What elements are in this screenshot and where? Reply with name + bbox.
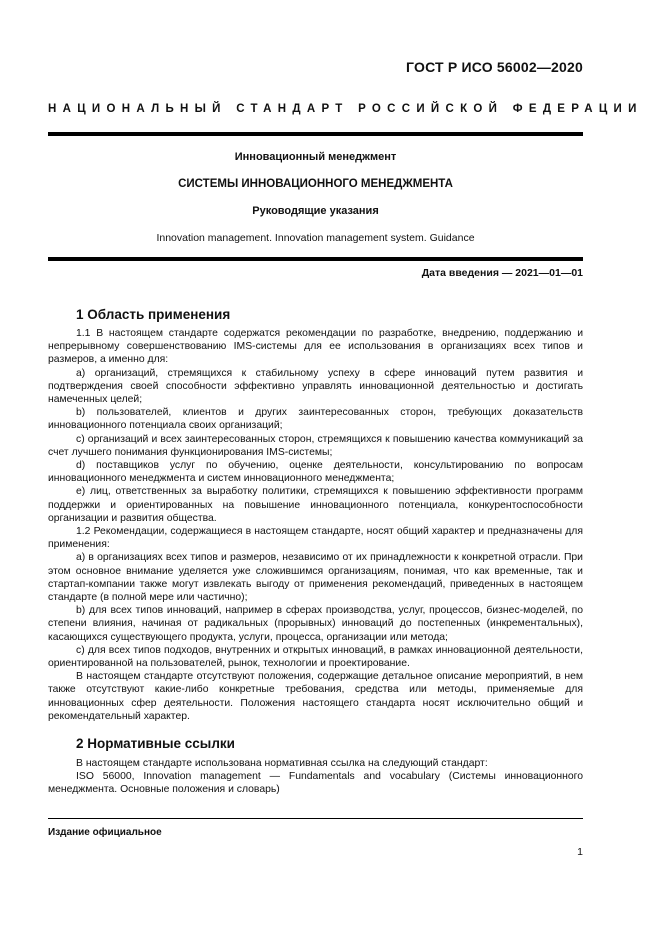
- paragraph: 1.1 В настоящем стандарте содержатся рекомендации по разработке, внедрению, поддержанию и непрерывному совершенствованию IMS-системы для ее использования в организациях всех типов и размеров, а именно для:: [48, 328, 583, 366]
- english-title: Innovation management. Innovation management system. Guidance: [156, 232, 475, 244]
- paragraph: b) для всех типов инноваций, например в сферах производства, услуг, процессов, бизнес-моделей, по степени влияния, начиная от радикальных (прорывных) инноваций до постепенных (инкрементальных), касающихся существующего продукта, услуги, процесса, организации или метода;: [48, 605, 583, 643]
- paragraph: c) для всех типов подходов, внутренних и открытых инноваций, в рамках инновационной деятельности, ориентированной на пользователей, рынок, технологии и проектирование.: [48, 644, 583, 670]
- paragraph: ISO 56000, Innovation management — Fundamentals and vocabulary (Системы инновационного менеджмента. Основные положения и словарь): [48, 771, 583, 796]
- paragraph: c) организаций и всех заинтересованных сторон, стремящихся к повышению качества коммуникаций за счет лучшего понимания функционирования IMS-системы;: [48, 433, 583, 458]
- standard-code: ГОСТ Р ИСО 56002—2020: [406, 59, 583, 75]
- national-standard-banner: НАЦИОНАЛЬНЫЙ СТАНДАРТ РОССИЙСКОЙ ФЕДЕРАЦИИ: [48, 103, 643, 115]
- paragraph: a) организаций, стремящихся к стабильному успеху в сфере инноваций путем развития и подтверждения своей способности эффективно управлять инновационной деятельностью и достигать намеченных целей;: [48, 367, 583, 406]
- official-edition-label: Издание официальное: [48, 827, 162, 838]
- paragraph: В настоящем стандарте использована нормативная ссылка на следующий стандарт:: [76, 758, 488, 769]
- title-line-3: Руководящие указания: [252, 205, 379, 217]
- footer-divider: [48, 818, 583, 819]
- section-2-body: [48, 757, 583, 797]
- section-1-heading: 1 Область применения: [76, 307, 231, 322]
- title-line-2: СИСТЕМЫ ИННОВАЦИОННОГО МЕНЕДЖМЕНТА: [178, 178, 453, 190]
- title-line-1: Инновационный менеджмент: [234, 151, 397, 163]
- paragraph: 1.2 Рекомендации, содержащиеся в настоящем стандарте, носят общий характер и предназначены для применения:: [48, 526, 583, 551]
- introduction-date: Дата введения — 2021—01—01: [421, 267, 583, 279]
- paragraph: e) лиц, ответственных за выработку политики, стремящихся к повышению эффективности программ поддержки и ориентированных на повышение инновационного потенциала, конкурентоспособности организации и развития общества.: [48, 486, 583, 524]
- paragraph: a) в организациях всех типов и размеров, независимо от их принадлежности к конкретной отрасли. При этом основное внимание уделяется уже сложившимся организациям, понимая, что как временные, так и стартап-компании также могут извлекать выгоду от применения рекомендаций, приведенных в настоящем стандарте (в полной мере или частично);: [48, 552, 583, 604]
- section-1-body: [48, 327, 583, 723]
- paragraph: В настоящем стандарте отсутствуют положения, содержащие детальное описание мероприятий, в нем также отсутствуют какие-либо конкретные требования, средства или методы, применяемые для инновационных сфер деятельности. Положения настоящего стандарта носят исключительно общий и рекомендательный характер.: [48, 671, 583, 722]
- title-divider: [48, 257, 583, 261]
- top-divider: [48, 132, 583, 136]
- section-2-heading: 2 Нормативные ссылки: [76, 736, 235, 751]
- page-number: 1: [577, 846, 583, 858]
- paragraph: b) пользователей, клиентов и других заинтересованных сторон, требующих доказательств инновационного потенциала своих организаций;: [48, 407, 583, 432]
- paragraph: d) поставщиков услуг по обучению, оценке деятельности, консультированию по вопросам инновационного менеджмента и систем инновационного менеджмента;: [48, 460, 583, 485]
